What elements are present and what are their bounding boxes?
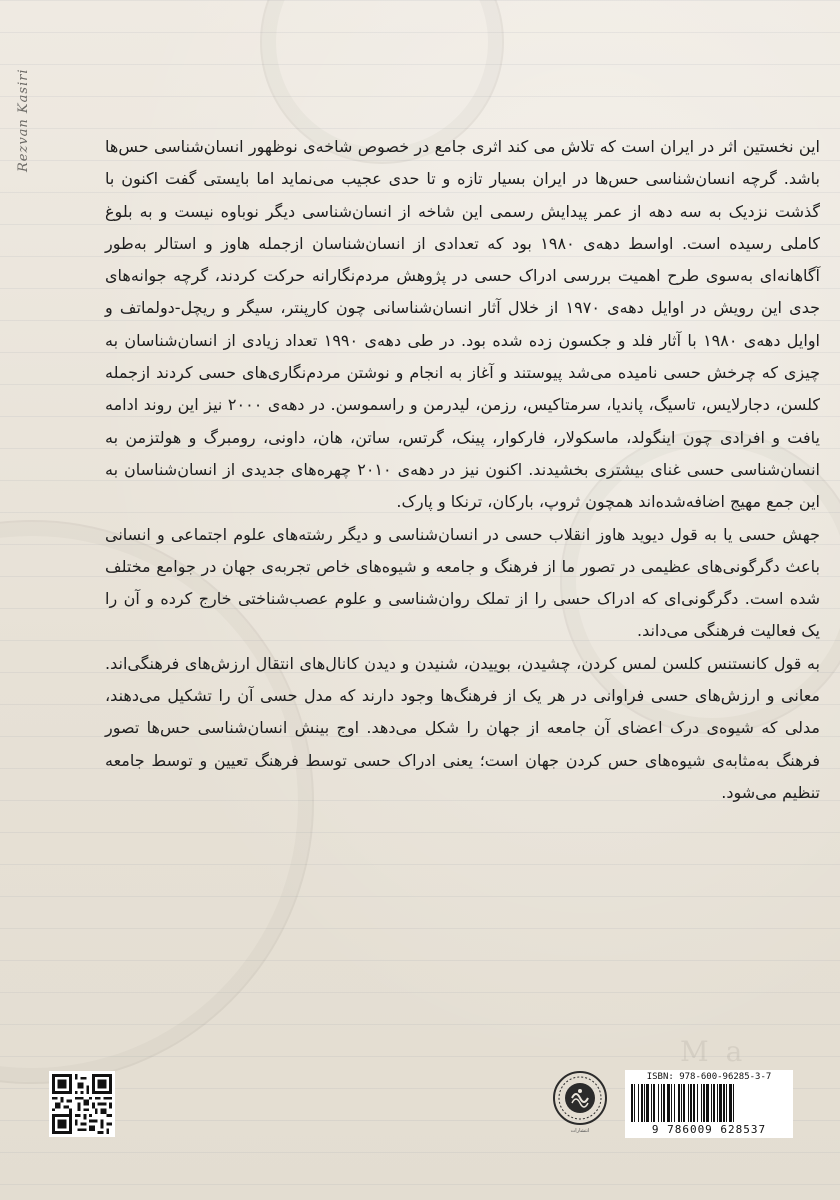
artist-signature: Rezvan Kasiri	[16, 68, 31, 172]
paragraph: جهش حسی یا به قول دیوید هاوز انقلاب حسی در انسان‌شناسی و دیگر رشته‌های علوم اجتماعی و انسانی باعث دگرگونی‌های عظیمی در تصور ما از فرهنگ و جامعه و شیوه‌های خاص تجربه‌ی جهان در جوامع مختلف شده است. دگرگونی‌ای که ادراک حسی را از تملک روان‌شناسی و علوم عصب‌شناختی خارج کرده و آن را یک فعالیت فرهنگی می‌داند.	[105, 524, 820, 641]
paragraph: این نخستین اثر در ایران است که تلاش می کند اثری جامع در خصوص شاخه‌ی نوظهور انسان‌شناسی حس‌ها باشد. گرچه انسان‌شناسی حس‌ها در ایران بسیار تازه و تا حدی عجیب می‌نماید اما بایستی گفت اکنون با گذشت نزدیک به سه دهه از عمر پیدایش رسمی این شاخه از انسان‌شناسی دیگر نوباوه نیست و به بلوغ کاملی رسیده است. اواسط دهه‌ی ۱۹۸۰ بود که تعدادی از انسان‌شناسان ازجمله هاوز و استالر به‌طور آگاهانه‌ای به‌سوی طرح اهمیت بررسی ادراک حسی در پژوهش مردم‌نگارانه حرکت کردند، گرچه جوانه‌های جدی این رویش در اوایل دهه‌ی ۱۹۷۰ از خلال آثار انسان‌شناسانی چون کارپنتر، سیگر و ریچل-دولماتف و اوایل دهه‌ی ۱۹۸۰ با آثار فلد و جکسون زده شده بود. در طی دهه‌ی ۱۹۹۰ تعداد زیادی از انسان‌شناسان به چیزی که چرخش حسی نامیده می‌شد پیوستند و آغاز به انجام و نوشتن مردم‌نگاری‌های حسی کردند ازجمله کلسن، دجارلایس، تاسیگ، پاندیا، سرمتاکیس، رزمن، لیدرمن و راسموسن. در دهه‌ی ۲۰۰۰ نیز این روند ادامه یافت و افرادی چون اینگولد، ماسکولار، فارکوار، پینک، گرتس، ساتن، هان، داونی، رومبرگ و هولتزمن به انسان‌شناسی حسی غنای بیشتری بخشیدند. اکنون نیز در دهه‌ی ۲۰۱۰ چهره‌های جدیدی از انسان‌شناسان به این جمع مهیج اضافه‌شده‌اند همچون ثروپ، بارکان، ترنکا و پارک.	[105, 137, 821, 512]
barcode-number: 9 786009 628537	[651, 1123, 767, 1136]
isbn-label: ISBN: 978-600-96285-3-7	[646, 1072, 772, 1082]
qr-code-icon	[52, 1074, 112, 1134]
barcode-bars	[629, 1084, 789, 1122]
publisher-emblem-icon	[552, 1070, 608, 1126]
blurb-text	[105, 131, 820, 809]
qr-code[interactable]	[49, 1071, 115, 1137]
isbn-barcode	[625, 1070, 793, 1138]
publisher-logo-caption: انتشارات	[570, 1128, 590, 1134]
paragraph: به قول کانستنس کلسن لمس کردن، چشیدن، بوییدن، شنیدن و دیدن کانال‌های انتقال ارزش‌های فرهنگی‌اند. معانی و ارزش‌های حسی فراوانی در هر یک از فرهنگ‌ها وجود دارند که مدل حسی آن را تشکیل می‌دهند، مدلی که شیوه‌ی درک اعضای آن جامعه از جهان را شکل می‌دهد. اوج بینش انسان‌شناسی حس‌ها تصور فرهنگ به‌مثابه‌ی شیوه‌های حس کردن جهان است؛ یعنی ادراک حسی توسط فرهنگ تعیین و توسط جامعه تنظیم می‌شود.	[105, 653, 820, 802]
background-watermark-text: M a	[680, 1035, 747, 1068]
publisher-logo	[552, 1070, 608, 1138]
